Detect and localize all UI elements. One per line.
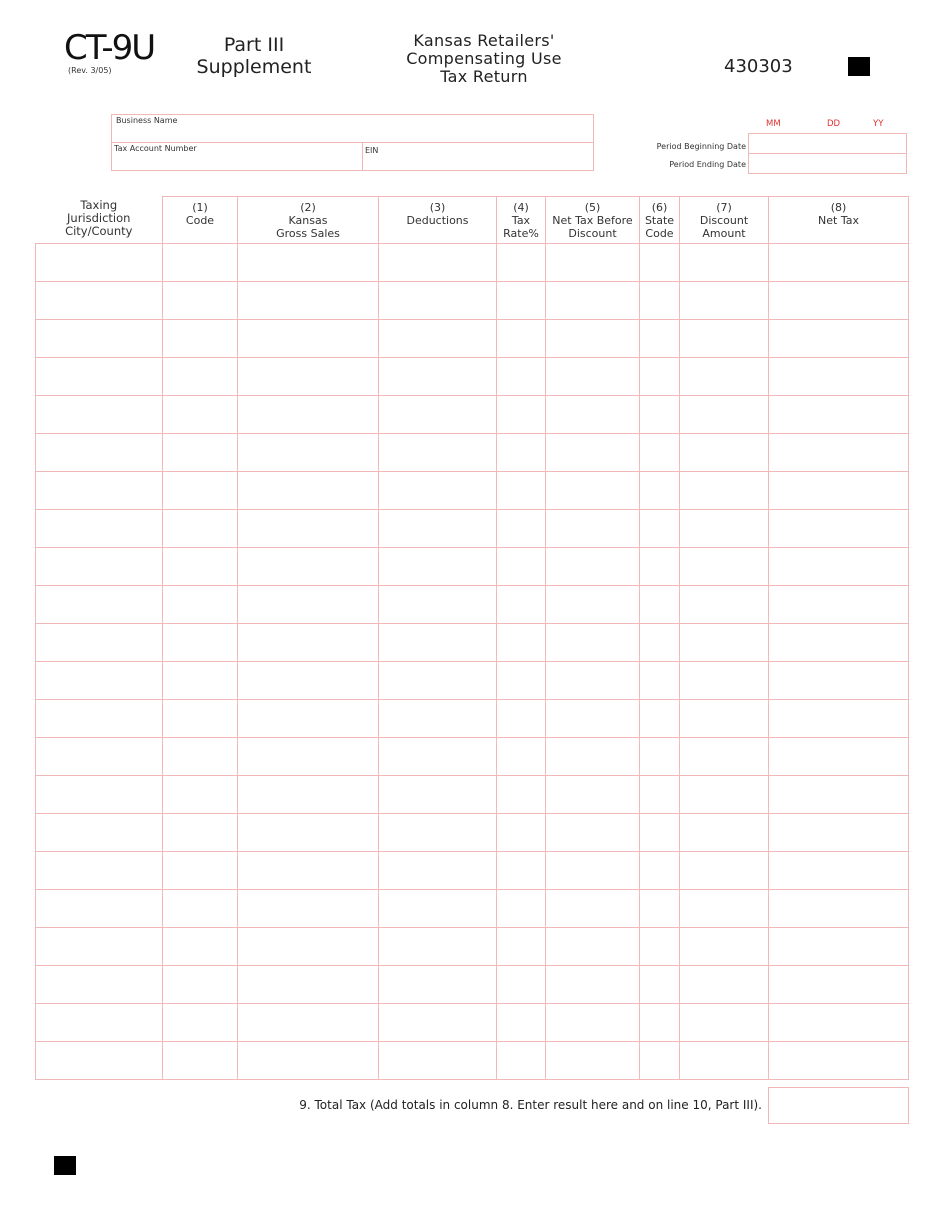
header-state-code: (6) State Code (640, 197, 680, 244)
business-name-field[interactable] (111, 114, 594, 143)
state-code-cell[interactable] (640, 662, 680, 700)
form-id: CT-9U (64, 28, 155, 68)
net-tax-before-discount-cell[interactable] (546, 966, 640, 1004)
net-tax-cell[interactable] (769, 928, 909, 966)
tax-rate-cell[interactable] (497, 738, 546, 776)
gross-sales-cell[interactable] (238, 244, 379, 282)
net-tax-before-discount-cell[interactable] (546, 358, 640, 396)
net-tax-cell[interactable] (769, 662, 909, 700)
net-tax-cell[interactable] (769, 624, 909, 662)
jurisdiction-cell[interactable] (36, 928, 163, 966)
net-tax-before-discount-cell[interactable] (546, 662, 640, 700)
gross-sales-cell[interactable] (238, 282, 379, 320)
revision-label: (Rev. 3/05) (68, 66, 112, 75)
discount-amount-cell[interactable] (680, 1042, 769, 1080)
net-tax-before-discount-cell[interactable] (546, 396, 640, 434)
state-code-cell[interactable] (640, 434, 680, 472)
table-row (36, 1004, 909, 1042)
discount-amount-cell[interactable] (680, 434, 769, 472)
table-row (36, 434, 909, 472)
gross-sales-cell[interactable] (238, 548, 379, 586)
discount-amount-cell[interactable] (680, 396, 769, 434)
header-code: (1) Code (163, 197, 238, 244)
net-tax-cell[interactable] (769, 510, 909, 548)
deductions-cell[interactable] (379, 624, 497, 662)
jurisdiction-cell[interactable] (36, 890, 163, 928)
state-code-cell[interactable] (640, 928, 680, 966)
code-cell[interactable] (163, 814, 238, 852)
code-cell[interactable] (163, 282, 238, 320)
table-row (36, 814, 909, 852)
net-tax-before-discount-cell[interactable] (546, 700, 640, 738)
code-cell[interactable] (163, 1042, 238, 1080)
gross-sales-cell[interactable] (238, 358, 379, 396)
net-tax-cell[interactable] (769, 1042, 909, 1080)
net-tax-before-discount-cell[interactable] (546, 282, 640, 320)
net-tax-before-discount-cell[interactable] (546, 510, 640, 548)
table-row (36, 282, 909, 320)
net-tax-cell[interactable] (769, 738, 909, 776)
deductions-cell[interactable] (379, 776, 497, 814)
code-cell[interactable] (163, 510, 238, 548)
date-header-yy: YY (873, 119, 884, 129)
code-cell[interactable] (163, 472, 238, 510)
part-line-2: Supplement (196, 56, 312, 78)
tax-rate-cell[interactable] (497, 928, 546, 966)
net-tax-before-discount-cell[interactable] (546, 586, 640, 624)
gross-sales-cell[interactable] (238, 852, 379, 890)
title-line-3: Tax Return (440, 67, 528, 86)
state-code-cell[interactable] (640, 396, 680, 434)
discount-amount-cell[interactable] (680, 510, 769, 548)
title-line-1: Kansas Retailers' (413, 31, 555, 50)
deductions-cell[interactable] (379, 1042, 497, 1080)
net-tax-cell[interactable] (769, 966, 909, 1004)
registration-mark-top (848, 57, 870, 76)
discount-amount-cell[interactable] (680, 282, 769, 320)
code-cell[interactable] (163, 1004, 238, 1042)
discount-amount-cell[interactable] (680, 548, 769, 586)
discount-amount-cell[interactable] (680, 244, 769, 282)
tax-rate-cell[interactable] (497, 548, 546, 586)
code-cell[interactable] (163, 700, 238, 738)
net-tax-before-discount-cell[interactable] (546, 1042, 640, 1080)
net-tax-cell[interactable] (769, 358, 909, 396)
gross-sales-cell[interactable] (238, 510, 379, 548)
deductions-cell[interactable] (379, 244, 497, 282)
state-code-cell[interactable] (640, 472, 680, 510)
net-tax-before-discount-cell[interactable] (546, 472, 640, 510)
net-tax-cell[interactable] (769, 700, 909, 738)
deductions-cell[interactable] (379, 586, 497, 624)
state-code-cell[interactable] (640, 624, 680, 662)
tax-rate-cell[interactable] (497, 700, 546, 738)
gross-sales-cell[interactable] (238, 966, 379, 1004)
code-cell[interactable] (163, 966, 238, 1004)
state-code-cell[interactable] (640, 1004, 680, 1042)
tax-rate-cell[interactable] (497, 396, 546, 434)
jurisdiction-cell[interactable] (36, 396, 163, 434)
table-row (36, 396, 909, 434)
discount-amount-cell[interactable] (680, 852, 769, 890)
tax-account-number-label: Tax Account Number (114, 144, 197, 153)
table-row (36, 548, 909, 586)
discount-amount-cell[interactable] (680, 738, 769, 776)
deductions-cell[interactable] (379, 814, 497, 852)
gross-sales-cell[interactable] (238, 434, 379, 472)
tax-rate-cell[interactable] (497, 586, 546, 624)
deductions-cell[interactable] (379, 700, 497, 738)
jurisdiction-cell[interactable] (36, 358, 163, 396)
table-row (36, 852, 909, 890)
discount-amount-cell[interactable] (680, 472, 769, 510)
state-code-cell[interactable] (640, 890, 680, 928)
period-end-date-field[interactable] (748, 153, 907, 174)
net-tax-cell[interactable] (769, 320, 909, 358)
gross-sales-cell[interactable] (238, 662, 379, 700)
jurisdiction-cell[interactable] (36, 320, 163, 358)
net-tax-before-discount-cell[interactable] (546, 852, 640, 890)
code-cell[interactable] (163, 928, 238, 966)
gross-sales-cell[interactable] (238, 700, 379, 738)
discount-amount-cell[interactable] (680, 624, 769, 662)
header-discount-amount: (7) Discount Amount (680, 197, 769, 244)
deductions-cell[interactable] (379, 662, 497, 700)
tax-rate-cell[interactable] (497, 282, 546, 320)
discount-amount-cell[interactable] (680, 776, 769, 814)
table-body (36, 244, 909, 1080)
tax-rate-cell[interactable] (497, 624, 546, 662)
jurisdiction-cell[interactable] (36, 434, 163, 472)
header-taxing-jurisdiction: Taxing Jurisdiction City/County (36, 197, 163, 244)
state-code-cell[interactable] (640, 776, 680, 814)
tax-rate-cell[interactable] (497, 662, 546, 700)
gross-sales-cell[interactable] (238, 776, 379, 814)
jurisdiction-cell[interactable] (36, 244, 163, 282)
deductions-cell[interactable] (379, 358, 497, 396)
jurisdiction-cell[interactable] (36, 852, 163, 890)
deductions-cell[interactable] (379, 320, 497, 358)
gross-sales-cell[interactable] (238, 1042, 379, 1080)
code-cell[interactable] (163, 320, 238, 358)
code-cell[interactable] (163, 396, 238, 434)
table-row (36, 320, 909, 358)
jurisdiction-cell[interactable] (36, 624, 163, 662)
jurisdiction-cell[interactable] (36, 472, 163, 510)
table-row (36, 510, 909, 548)
table-row (36, 890, 909, 928)
jurisdiction-table (35, 196, 909, 1080)
net-tax-cell[interactable] (769, 472, 909, 510)
net-tax-cell[interactable] (769, 814, 909, 852)
state-code-cell[interactable] (640, 852, 680, 890)
date-header-mm: MM (766, 119, 781, 129)
total-tax-label: 9. Total Tax (Add totals in column 8. Enter result here and on line 10, Part III). (299, 1098, 762, 1112)
gross-sales-cell[interactable] (238, 928, 379, 966)
code-cell[interactable] (163, 434, 238, 472)
business-name-label: Business Name (116, 116, 178, 125)
net-tax-before-discount-cell[interactable] (546, 244, 640, 282)
gross-sales-cell[interactable] (238, 396, 379, 434)
header-kansas-gross-sales: (2) Kansas Gross Sales (238, 197, 379, 244)
net-tax-before-discount-cell[interactable] (546, 434, 640, 472)
jurisdiction-cell[interactable] (36, 548, 163, 586)
net-tax-before-discount-cell[interactable] (546, 548, 640, 586)
net-tax-before-discount-cell[interactable] (546, 738, 640, 776)
period-begin-label: Period Beginning Date (656, 142, 746, 151)
tax-rate-cell[interactable] (497, 890, 546, 928)
jurisdiction-cell[interactable] (36, 966, 163, 1004)
deductions-cell[interactable] (379, 890, 497, 928)
net-tax-cell[interactable] (769, 434, 909, 472)
header-tax-rate: (4) Tax Rate% (497, 197, 546, 244)
tax-rate-cell[interactable] (497, 510, 546, 548)
discount-amount-cell[interactable] (680, 814, 769, 852)
tax-rate-cell[interactable] (497, 244, 546, 282)
discount-amount-cell[interactable] (680, 586, 769, 624)
tax-rate-cell[interactable] (497, 472, 546, 510)
jurisdiction-cell[interactable] (36, 700, 163, 738)
tax-rate-cell[interactable] (497, 776, 546, 814)
table-row (36, 244, 909, 282)
tax-rate-cell[interactable] (497, 434, 546, 472)
period-begin-date-field[interactable] (748, 133, 907, 154)
table-row (36, 472, 909, 510)
form-title (384, 32, 584, 86)
deductions-cell[interactable] (379, 738, 497, 776)
net-tax-cell[interactable] (769, 890, 909, 928)
table-row (36, 966, 909, 1004)
discount-amount-cell[interactable] (680, 320, 769, 358)
tax-rate-cell[interactable] (497, 852, 546, 890)
tax-rate-cell[interactable] (497, 320, 546, 358)
jurisdiction-cell[interactable] (36, 738, 163, 776)
table-row (36, 928, 909, 966)
code-cell[interactable] (163, 890, 238, 928)
ein-label: EIN (365, 146, 379, 155)
net-tax-before-discount-cell[interactable] (546, 814, 640, 852)
code-cell[interactable] (163, 548, 238, 586)
part-title (188, 34, 320, 78)
deductions-cell[interactable] (379, 472, 497, 510)
gross-sales-cell[interactable] (238, 472, 379, 510)
table-row (36, 1042, 909, 1080)
net-tax-before-discount-cell[interactable] (546, 320, 640, 358)
deductions-cell[interactable] (379, 434, 497, 472)
header-net-tax: (8) Net Tax (769, 197, 909, 244)
deductions-cell[interactable] (379, 928, 497, 966)
table-row (36, 700, 909, 738)
ein-field[interactable] (362, 142, 594, 171)
header-deductions: (3) Deductions (379, 197, 497, 244)
code-cell[interactable] (163, 776, 238, 814)
table-row (36, 662, 909, 700)
net-tax-before-discount-cell[interactable] (546, 776, 640, 814)
jurisdiction-cell[interactable] (36, 662, 163, 700)
state-code-cell[interactable] (640, 1042, 680, 1080)
code-cell[interactable] (163, 852, 238, 890)
deductions-cell[interactable] (379, 396, 497, 434)
net-tax-cell[interactable] (769, 282, 909, 320)
state-code-cell[interactable] (640, 738, 680, 776)
deductions-cell[interactable] (379, 1004, 497, 1042)
net-tax-before-discount-cell[interactable] (546, 928, 640, 966)
code-cell[interactable] (163, 358, 238, 396)
net-tax-cell[interactable] (769, 244, 909, 282)
net-tax-before-discount-cell[interactable] (546, 1004, 640, 1042)
net-tax-cell[interactable] (769, 586, 909, 624)
gross-sales-cell[interactable] (238, 738, 379, 776)
jurisdiction-cell[interactable] (36, 776, 163, 814)
table-row (36, 624, 909, 662)
gross-sales-cell[interactable] (238, 586, 379, 624)
gross-sales-cell[interactable] (238, 624, 379, 662)
code-cell[interactable] (163, 586, 238, 624)
code-cell[interactable] (163, 624, 238, 662)
state-code-cell[interactable] (640, 244, 680, 282)
state-code-cell[interactable] (640, 700, 680, 738)
jurisdiction-cell[interactable] (36, 1004, 163, 1042)
table-row (36, 738, 909, 776)
deductions-cell[interactable] (379, 852, 497, 890)
table-header-row (36, 197, 909, 244)
deductions-cell[interactable] (379, 966, 497, 1004)
table-row (36, 358, 909, 396)
table-row (36, 586, 909, 624)
net-tax-cell[interactable] (769, 396, 909, 434)
deductions-cell[interactable] (379, 510, 497, 548)
tax-rate-cell[interactable] (497, 1004, 546, 1042)
code-cell[interactable] (163, 244, 238, 282)
jurisdiction-cell[interactable] (36, 1042, 163, 1080)
form-number: 430303 (724, 56, 793, 77)
part-line-1: Part III (223, 34, 285, 56)
net-tax-cell[interactable] (769, 548, 909, 586)
discount-amount-cell[interactable] (680, 358, 769, 396)
deductions-cell[interactable] (379, 282, 497, 320)
net-tax-cell[interactable] (769, 776, 909, 814)
discount-amount-cell[interactable] (680, 700, 769, 738)
discount-amount-cell[interactable] (680, 662, 769, 700)
jurisdiction-cell[interactable] (36, 814, 163, 852)
state-code-cell[interactable] (640, 548, 680, 586)
deductions-cell[interactable] (379, 548, 497, 586)
tax-rate-cell[interactable] (497, 966, 546, 1004)
net-tax-cell[interactable] (769, 1004, 909, 1042)
state-code-cell[interactable] (640, 358, 680, 396)
jurisdiction-cell[interactable] (36, 586, 163, 624)
gross-sales-cell[interactable] (238, 1004, 379, 1042)
header-net-tax-before-discount: (5) Net Tax Before Discount (546, 197, 640, 244)
state-code-cell[interactable] (640, 282, 680, 320)
net-tax-cell[interactable] (769, 852, 909, 890)
gross-sales-cell[interactable] (238, 320, 379, 358)
state-code-cell[interactable] (640, 320, 680, 358)
total-tax-field[interactable] (768, 1087, 909, 1124)
jurisdiction-cell[interactable] (36, 282, 163, 320)
tax-rate-cell[interactable] (497, 358, 546, 396)
tax-rate-cell[interactable] (497, 1042, 546, 1080)
state-code-cell[interactable] (640, 586, 680, 624)
state-code-cell[interactable] (640, 966, 680, 1004)
discount-amount-cell[interactable] (680, 1004, 769, 1042)
gross-sales-cell[interactable] (238, 814, 379, 852)
code-cell[interactable] (163, 662, 238, 700)
code-cell[interactable] (163, 738, 238, 776)
state-code-cell[interactable] (640, 814, 680, 852)
net-tax-before-discount-cell[interactable] (546, 890, 640, 928)
period-end-label: Period Ending Date (669, 160, 746, 169)
discount-amount-cell[interactable] (680, 890, 769, 928)
state-code-cell[interactable] (640, 510, 680, 548)
tax-account-number-field[interactable] (111, 142, 363, 171)
title-line-2: Compensating Use (406, 49, 562, 68)
net-tax-before-discount-cell[interactable] (546, 624, 640, 662)
table-row (36, 776, 909, 814)
tax-rate-cell[interactable] (497, 814, 546, 852)
gross-sales-cell[interactable] (238, 890, 379, 928)
discount-amount-cell[interactable] (680, 928, 769, 966)
jurisdiction-cell[interactable] (36, 510, 163, 548)
registration-mark-bottom (54, 1156, 76, 1175)
date-header-dd: DD (827, 119, 841, 129)
discount-amount-cell[interactable] (680, 966, 769, 1004)
